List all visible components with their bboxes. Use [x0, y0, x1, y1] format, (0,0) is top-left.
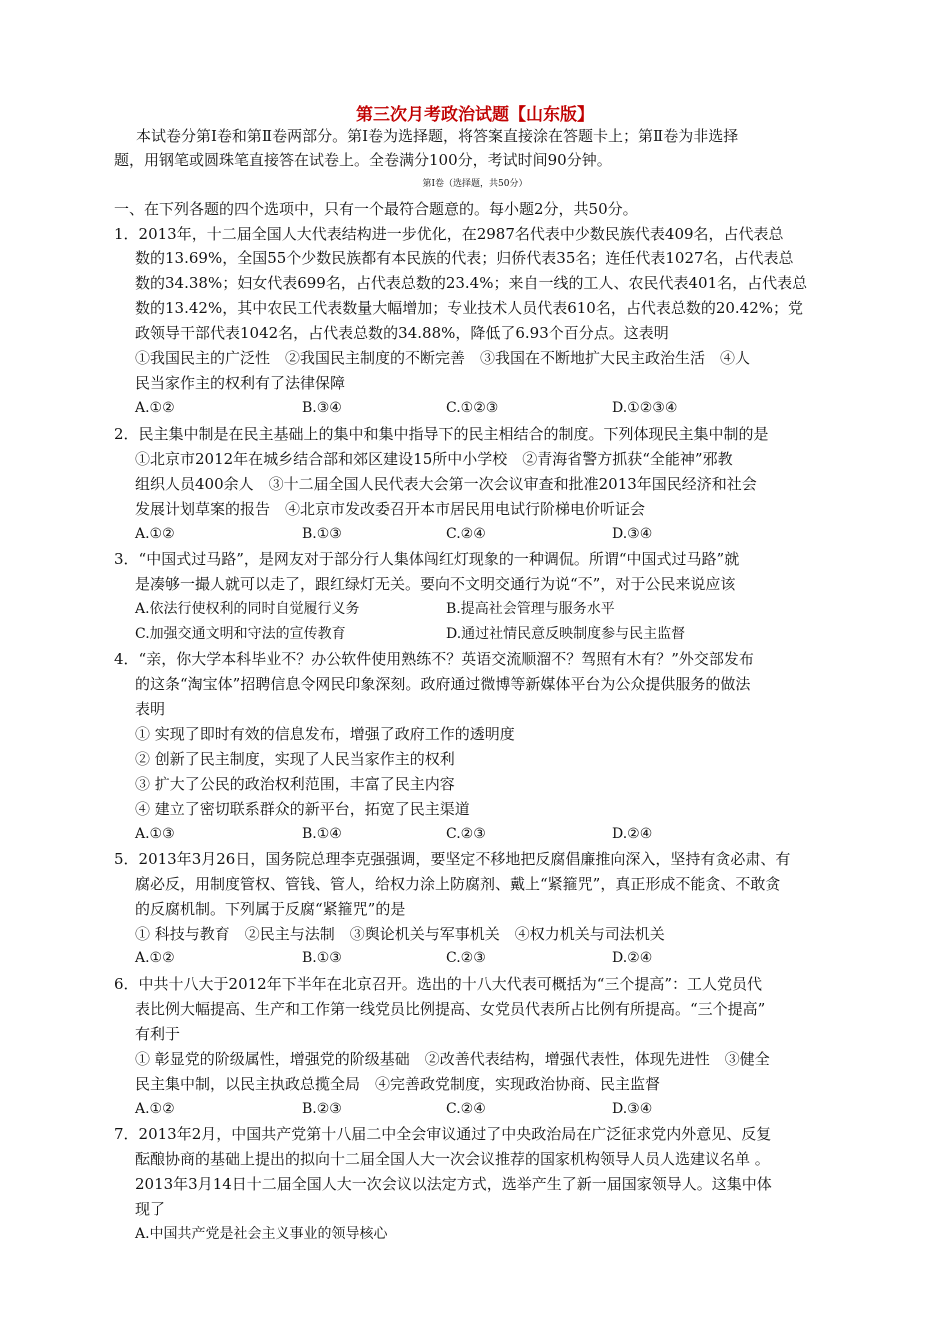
- question-6-choices: 民主集中制，以民主执政总揽全局 ④完善政党制度，实现政治协商、民主监督: [135, 1075, 661, 1093]
- option-c: C.②④: [446, 1101, 486, 1117]
- option-a: A.①②: [135, 950, 175, 966]
- question-2-choices: 发展计划草案的报告 ④北京市发改委召开本市居民用电试行阶梯电价听证会: [135, 500, 646, 518]
- option-c: C.②③: [446, 826, 486, 842]
- question-4-stem: 4．“亲，你大学本科毕业不？办公软件使用熟练不？英语交流顺溜不？驾照有木有？”外交部发布: [114, 650, 754, 668]
- question-4-choice: ③ 扩大了公民的政治权利范围，丰富了民主内容: [135, 775, 455, 793]
- question-6-stem: 有利于: [135, 1025, 181, 1043]
- option-c: C.①②③: [446, 400, 499, 416]
- option-c: C.②③: [446, 950, 486, 966]
- question-5-stem: 的反腐机制。下列属于反腐“紧箍咒”的是: [135, 900, 406, 918]
- option-a: A.①③: [135, 826, 175, 842]
- option-b: B.②③: [302, 1101, 342, 1117]
- option-b: B.①④: [302, 826, 342, 842]
- question-3-stem: 3．“中国式过马路”，是网友对于部分行人集体闯红灯现象的一种调侃。所谓“中国式过马路”就: [114, 550, 740, 568]
- question-4-choice: ① 实现了即时有效的信息发布，增强了政府工作的透明度: [135, 725, 515, 743]
- section-instruction: 一、在下列各题的四个选项中，只有一个最符合题意的。每小题2分，共50分。: [114, 200, 638, 218]
- option-d: D.①②③④: [612, 400, 678, 416]
- question-7-stem: 现了: [135, 1200, 166, 1218]
- option-c: C.加强交通文明和守法的宣传教育: [135, 626, 346, 642]
- question-5-stem: 腐必反，用制度管权、管钱、管人，给权力涂上防腐剂、戴上“紧箍咒”，真正形成不能贪、不敢贪: [135, 875, 781, 893]
- option-a: A.①②: [135, 526, 175, 542]
- question-3-stem: 是凑够一撮人就可以走了，跟红绿灯无关。要向不文明交通行为说“不”，对于公民来说应该: [135, 575, 736, 593]
- option-d: D.②④: [612, 950, 653, 966]
- option-d: D.③④: [612, 1101, 653, 1117]
- question-7-stem: 2013年3月14日十二届全国人大一次会议以法定方式，选举产生了新一届国家领导人。这集中体: [135, 1175, 772, 1193]
- exam-title: 第三次月考政治试题【山东版】: [356, 105, 594, 125]
- question-1-choices: 民当家作主的权利有了法律保障: [135, 374, 346, 392]
- option-a: A.中国共产党是社会主义事业的领导核心: [135, 1226, 388, 1242]
- intro-line: 本试卷分第Ⅰ卷和第Ⅱ卷两部分。第Ⅰ卷为选择题，将答案直接涂在答题卡上；第Ⅱ卷为非选择: [136, 127, 739, 145]
- question-7-stem: 7．2013年2月，中国共产党第十八届二中全会审议通过了中央政治局在广泛征求党内外意见、反复: [114, 1125, 772, 1143]
- option-d: D.②④: [612, 826, 653, 842]
- question-1-stem: 政领导干部代表1042名，占代表总数的34.88%，降低了6.93个百分点。这表明: [135, 324, 669, 342]
- question-4-choice: ② 创新了民主制度，实现了人民当家作主的权利: [135, 750, 455, 768]
- question-4-stem: 表明: [135, 700, 166, 718]
- question-6-stem: 表比例大幅提高、生产和工作第一线党员比例提高、女党员代表所占比例有所提高。“三个提高”: [135, 1000, 766, 1018]
- intro-line: 题，用钢笔或圆珠笔直接答在试卷上。全卷满分100分，考试时间90分钟。: [114, 151, 612, 169]
- question-4-choice: ④ 建立了密切联系群众的新平台，拓宽了民主渠道: [135, 800, 470, 818]
- question-2-choices: 组织人员400余人 ③十二届全国人民代表大会第一次会议审查和批准2013年国民经济和社会: [135, 475, 757, 493]
- question-6-stem: 6．中共十八大于2012年下半年在北京召开。选出的十八大代表可概括为“三个提高”：工人党员代: [114, 975, 763, 993]
- question-7-stem: 酝酿协商的基础上提出的拟向十二届全国人大一次会议推荐的国家机构领导人员人选建议名单 。: [135, 1150, 770, 1168]
- question-1-stem: 1．2013年，十二届全国人大代表结构进一步优化，在2987名代表中少数民族代表409名，占代表总: [114, 225, 784, 243]
- option-a: A.①②: [135, 1101, 175, 1117]
- question-4-stem: 的这条“淘宝体”招聘信息令网民印象深刻。政府通过微博等新媒体平台为公众提供服务的做法: [135, 675, 751, 693]
- question-6-choices: ① 彰显党的阶级属性，增强党的阶级基础 ②改善代表结构，增强代表性，体现先进性 ③健全: [135, 1050, 770, 1068]
- question-2-stem: 2．民主集中制是在民主基础上的集中和集中指导下的民主相结合的制度。下列体现民主集中制的是: [114, 425, 769, 443]
- option-a: A.①②: [135, 400, 175, 416]
- question-1-stem: 数的13.42%，其中农民工代表数量大幅增加；专业技术人员代表610名，占代表总数的20.42%；党: [135, 299, 804, 317]
- option-b: B.③④: [302, 400, 342, 416]
- option-b: B.①③: [302, 526, 342, 542]
- option-b: B.提高社会管理与服务水平: [446, 601, 615, 617]
- question-1-stem: 数的13.69%，全国55个少数民族都有本民族的代表；归侨代表35名；连任代表1027名，占代表总: [135, 249, 794, 267]
- option-d: D.通过社情民意反映制度参与民主监督: [446, 626, 686, 642]
- question-5-choices: ① 科技与教育 ②民主与法制 ③舆论机关与军事机关 ④权力机关与司法机关: [135, 925, 665, 943]
- option-c: C.②④: [446, 526, 486, 542]
- question-1-choices: ①我国民主的广泛性 ②我国民主制度的不断完善 ③我国在不断地扩大民主政治生活 ④人: [135, 349, 751, 367]
- question-5-stem: 5．2013年3月26日，国务院总理李克强强调，要坚定不移地把反腐倡廉推向深入，坚持有贪必肃、有: [114, 850, 791, 868]
- option-d: D.③④: [612, 526, 653, 542]
- question-2-choices: ①北京市2012年在城乡结合部和郊区建设15所中小学校 ②青海省警方抓获“全能神”邪教: [135, 450, 733, 468]
- question-1-stem: 数的34.38%；妇女代表699名，占代表总数的23.4%；来自一线的工人、农民代表401名，占代表总: [135, 274, 808, 292]
- option-a: A.依法行使权利的同时自觉履行义务: [135, 601, 360, 617]
- option-b: B.①③: [302, 950, 342, 966]
- section-title: 第Ⅰ卷（选择题，共50分）: [422, 179, 528, 189]
